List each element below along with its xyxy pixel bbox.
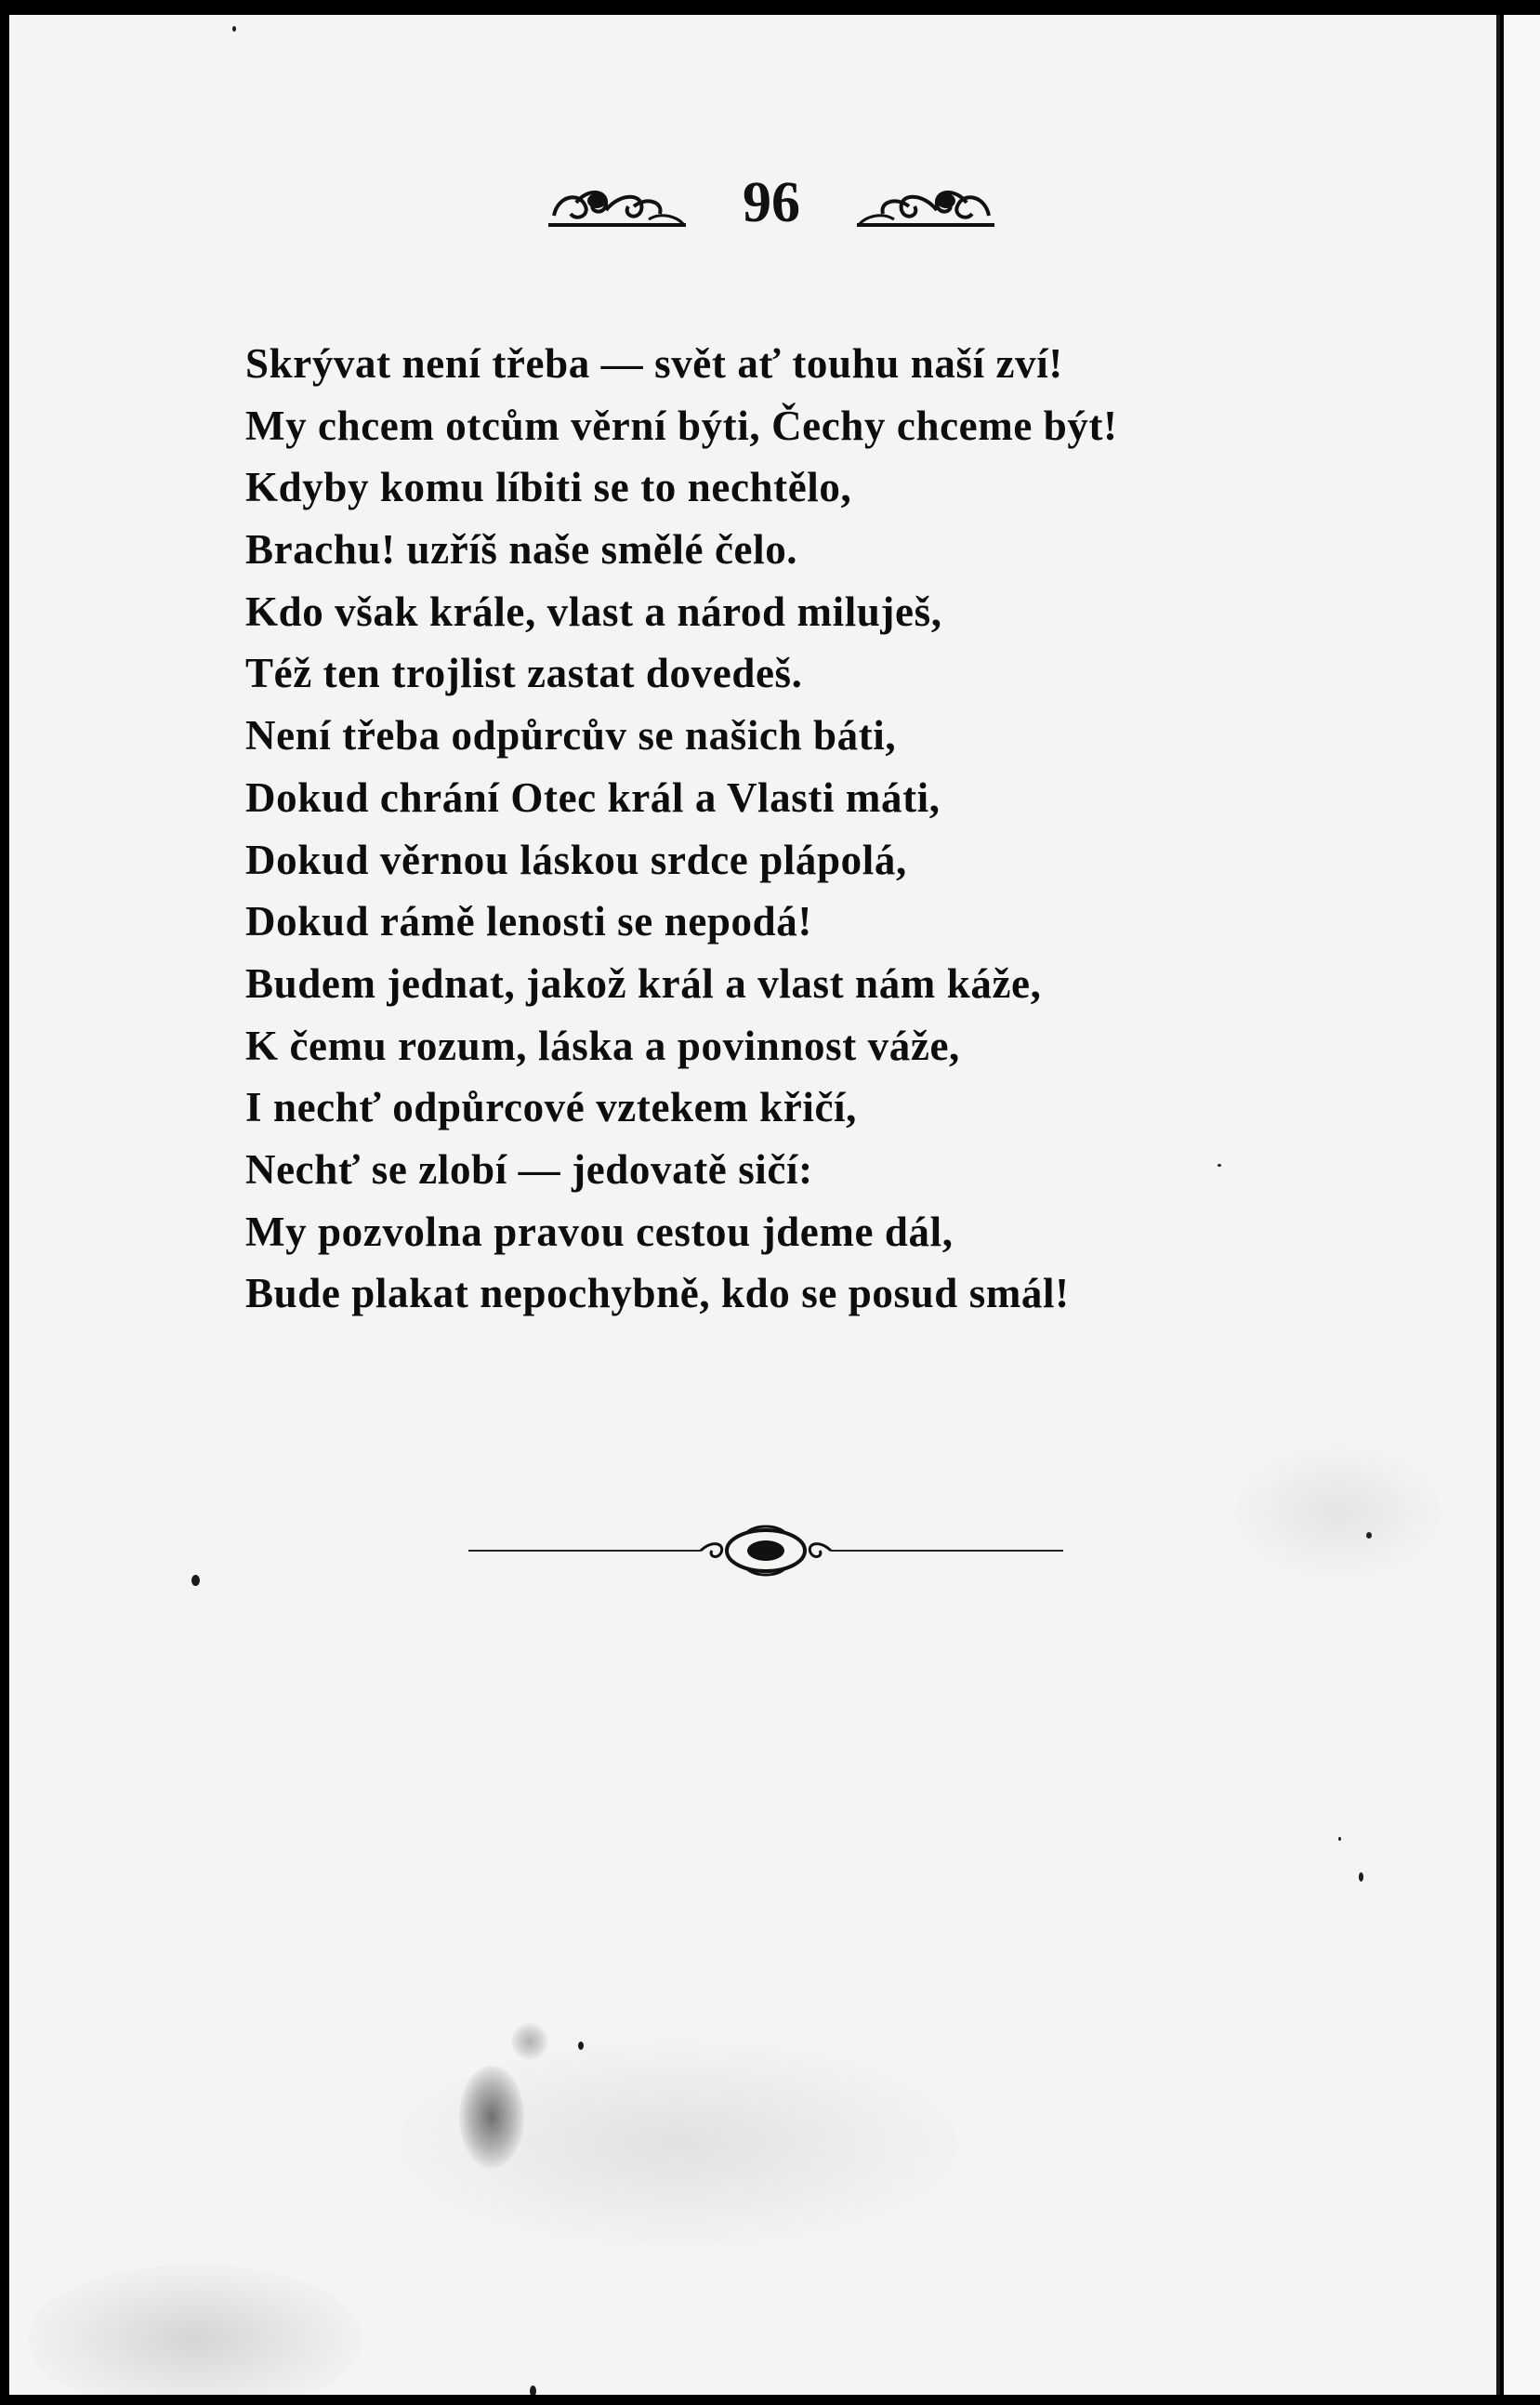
- poem-line: Není třeba odpůrcův se našich báti,: [245, 712, 897, 760]
- poem-line: My chcem otcům věrní býti, Čechy chceme být!: [245, 402, 1118, 449]
- paper-stain: [28, 2265, 362, 2395]
- ink-speck: [232, 26, 236, 32]
- poem-text: [245, 333, 1472, 1325]
- book-page: [9, 15, 1500, 2395]
- poem-line: Brachu! uzříš naše smělé čelo.: [245, 526, 798, 574]
- poem-line: Budem jednat, jakož král a vlast nám káže,: [245, 959, 1042, 1007]
- page-number: 96: [743, 171, 800, 234]
- scroll-divider-icon: [468, 1523, 1063, 1579]
- poem-line: Dokud chrání Otec král a Vlasti máti,: [245, 773, 941, 821]
- poem-line: Kdo však krále, vlast a národ miluješ,: [245, 588, 942, 635]
- ink-speck: [1359, 1872, 1363, 1882]
- poem-line: Bude plakat nepochybně, kdo se posud smál!: [245, 1270, 1070, 1317]
- poem-line: My pozvolna pravou cestou jdeme dál,: [245, 1208, 954, 1255]
- paper-stain: [1236, 1447, 1441, 1577]
- page-header: [548, 165, 994, 240]
- poem-line: Kdyby komu líbiti se to nechtělo,: [245, 464, 852, 511]
- poem-line: K čemu rozum, láska a povinnost váže,: [245, 1022, 960, 1069]
- adjacent-page-edge: [1504, 15, 1540, 2395]
- floral-ornament-right-icon: [855, 178, 994, 231]
- ink-speck: [1338, 1837, 1341, 1841]
- ink-speck: [191, 1575, 200, 1586]
- poem-line: Nechť se zlobí — jedovatě sičí:: [245, 1145, 813, 1193]
- poem-line: Skrývat není třeba — svět ať touhu naší zví!: [245, 340, 1063, 387]
- poem-line: Též ten trojlist zastat dovedeš.: [245, 650, 803, 697]
- ink-speck: [1218, 1164, 1221, 1167]
- ink-speck: [530, 2385, 536, 2395]
- paper-stain: [400, 2042, 957, 2246]
- poem-line: Dokud rámě lenosti se nepodá!: [245, 898, 812, 945]
- poem-line: I nechť odpůrcové vztekem křičí,: [245, 1084, 857, 1131]
- poem-line: Dokud věrnou láskou srdce plápolá,: [245, 836, 907, 883]
